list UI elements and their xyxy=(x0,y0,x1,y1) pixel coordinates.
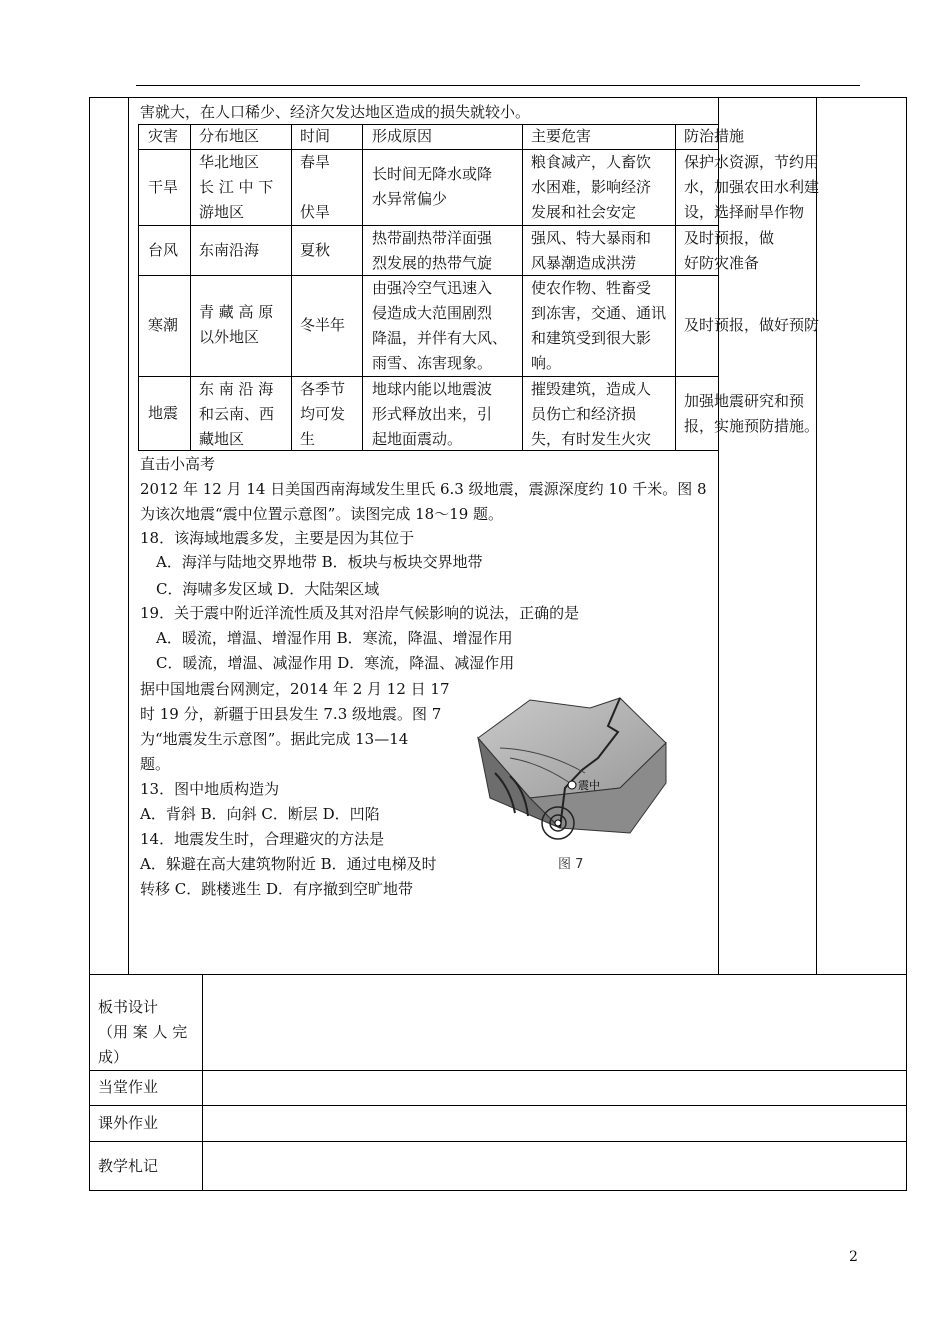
board-design-label-line-2: （用 案 人 完 xyxy=(98,1023,188,1041)
frame-divider xyxy=(89,974,907,975)
row-earthquake-harm-line-1: 摧毁建筑，造成人 xyxy=(531,380,652,398)
row-drought-harm xyxy=(531,150,651,225)
intro-line: 害就大，在人口稀少、经济欠发达地区造成的损失就较小。 xyxy=(140,103,531,121)
passage-2-line-7: 14．地震发生时，合理避灾的方法是 xyxy=(140,830,385,848)
row-earthquake-region-line-3: 藏地区 xyxy=(199,430,245,448)
figure-focus-dot xyxy=(555,820,561,826)
row-earthquake-harm xyxy=(531,377,651,452)
bottom-row-line-1 xyxy=(89,1070,907,1071)
row-earthquake-harm-line-3: 失，有时发生火灾 xyxy=(531,430,652,448)
row-drought-time-line-1: 春旱 xyxy=(300,153,331,171)
row-typhoon-region: 东南沿海 xyxy=(199,241,260,259)
exercise-heading: 直击小高考 xyxy=(140,455,216,473)
bottom-row-line-3 xyxy=(89,1141,907,1142)
row-drought-region-line-1: 华北地区 xyxy=(199,153,260,171)
row-earthquake-harm-line-2: 员伤亡和经济损 xyxy=(531,405,637,423)
row-typhoon-harm xyxy=(531,226,651,276)
passage-2-line-3: 为“地震发生示意图”。据此完成 13—14 xyxy=(140,730,409,748)
class-homework-label: 当堂作业 xyxy=(98,1078,159,1096)
row-typhoon-measure xyxy=(684,226,774,276)
row-drought-harm-line-1: 粮食减产，人畜饮 xyxy=(531,153,652,171)
passage-2-line-8: A．躲避在高大建筑物附近 B．通过电梯及时 xyxy=(140,855,437,873)
row-drought-harm-line-2: 水困难，影响经济 xyxy=(531,178,652,196)
row-typhoon-cause-line-2: 烈发展的热带气旋 xyxy=(372,254,493,272)
row-coldwave-harm-line-1: 使农作物、牲畜受 xyxy=(531,279,652,297)
table-col-line-3 xyxy=(362,124,363,451)
row-drought-region-line-2: 长 江 中 下 xyxy=(199,178,274,196)
board-design-label xyxy=(98,995,187,1070)
question-18-options-1: A．海洋与陆地交界地带 B．板块与板块交界地带 xyxy=(156,553,483,571)
row-drought-cause-line-1: 长时间无降水或降 xyxy=(372,165,493,183)
row-coldwave-cause-line-1: 由强冷空气迅速入 xyxy=(372,279,493,297)
row-earthquake-time-line-1: 各季节 xyxy=(300,380,346,398)
passage-2-line-2: 时 19 分，新疆于田县发生 7.3 级地震。图 7 xyxy=(140,705,442,723)
table-header-disaster: 灾害 xyxy=(148,127,179,145)
earthquake-figure xyxy=(470,688,670,878)
row-typhoon-time: 夏秋 xyxy=(300,241,331,259)
frame-inner-right-2 xyxy=(816,97,817,974)
row-drought-region-line-3: 游地区 xyxy=(199,203,245,221)
row-coldwave-region-line-2: 以外地区 xyxy=(199,328,260,346)
exercise-passage-line-2: 为该次地震“震中位置示意图”。读图完成 18～19 题。 xyxy=(140,505,504,523)
row-earthquake-cause-line-1: 地球内能以地震波 xyxy=(372,380,493,398)
extra-homework-label: 课外作业 xyxy=(98,1114,159,1132)
row-earthquake-region-line-2: 和云南、西 xyxy=(199,405,275,423)
figure-epicenter-dot xyxy=(568,781,576,789)
question-19-options-1: A．暖流，增温、增湿作用 B．寒流，降温、增湿作用 xyxy=(156,629,513,647)
row-earthquake-measure xyxy=(684,389,819,439)
table-col-line-4 xyxy=(522,124,523,451)
row-drought-time xyxy=(300,150,330,225)
row-typhoon-harm-line-2: 风暴潮造成洪涝 xyxy=(531,254,637,272)
row-drought-measure xyxy=(684,150,819,225)
row-typhoon-measure-line-2: 好防灾准备 xyxy=(684,254,760,272)
passage-2-line-9: 转移 C．跳楼逃生 D．有序撤到空旷地带 xyxy=(140,880,414,898)
question-19-options-2: C．暖流，增温、减湿作用 D．寒流，降温、减湿作用 xyxy=(156,654,515,672)
board-design-label-line-3: 成） xyxy=(98,1048,129,1066)
row-coldwave-cause xyxy=(372,276,507,376)
row-coldwave-cause-line-2: 侵造成大范围剧烈 xyxy=(372,304,493,322)
row-earthquake-cause xyxy=(372,377,492,452)
row-drought-time-line-2 xyxy=(300,175,330,200)
header-rule xyxy=(136,85,860,86)
row-earthquake-cause-line-3: 起地面震动。 xyxy=(372,430,463,448)
table-header-harm: 主要危害 xyxy=(531,127,592,145)
table-col-line-0 xyxy=(138,124,139,451)
passage-2-line-1: 据中国地震台网测定，2014 年 2 月 12 日 17 xyxy=(140,680,450,698)
row-coldwave-harm-line-3: 和建筑受到很大影 xyxy=(531,329,652,347)
row-earthquake-time-line-2: 均可发 xyxy=(300,405,346,423)
figure-epicenter-label: 震中 xyxy=(578,779,600,792)
table-header-cause: 形成原因 xyxy=(372,127,433,145)
question-19: 19．关于震中附近洋流性质及其对沿岸气候影响的说法，正确的是 xyxy=(140,604,580,622)
row-drought-measure-line-1: 保护水资源，节约用 xyxy=(684,153,820,171)
row-typhoon-cause-line-1: 热带副热带洋面强 xyxy=(372,229,493,247)
table-col-line-5 xyxy=(675,124,676,451)
row-earthquake-name: 地震 xyxy=(148,404,179,422)
row-coldwave-name: 寒潮 xyxy=(148,316,179,334)
frame-right xyxy=(906,97,907,1191)
row-drought-cause xyxy=(372,162,492,212)
figure-caption: 图 7 xyxy=(558,857,584,872)
row-coldwave-harm-line-4: 响。 xyxy=(531,354,562,372)
passage-2-line-5: 13．图中地质构造为 xyxy=(140,780,280,798)
row-drought-time-line-3: 伏旱 xyxy=(300,203,331,221)
passage-2-line-6: A．背斜 B．向斜 C．断层 D．凹陷 xyxy=(140,805,380,823)
row-earthquake-measure-line-1: 加强地震研究和预 xyxy=(684,392,805,410)
table-col-line-2 xyxy=(291,124,292,451)
table-header-measure: 防治措施 xyxy=(684,127,745,145)
row-earthquake-measure-line-2: 报，实施预防措施。 xyxy=(684,417,820,435)
exercise-passage-2 xyxy=(140,677,450,902)
row-drought-harm-line-3: 发展和社会安定 xyxy=(531,203,637,221)
question-18: 18．该海域地震多发，主要是因为其位于 xyxy=(140,529,415,547)
row-earthquake-cause-line-2: 形式释放出来，引 xyxy=(372,405,493,423)
row-coldwave-measure: 及时预报，做好预防 xyxy=(684,316,820,334)
frame-top xyxy=(89,97,907,98)
table-header-region: 分布地区 xyxy=(199,127,260,145)
row-drought-region xyxy=(199,150,273,225)
table-col-line-1 xyxy=(190,124,191,451)
row-coldwave-harm-line-2: 到冻害，交通、通讯 xyxy=(531,304,667,322)
board-design-label-line-1: 板书设计 xyxy=(98,998,159,1016)
row-drought-measure-line-2: 水，加强农田水利建 xyxy=(684,178,820,196)
bottom-row-line-2 xyxy=(89,1105,907,1106)
row-typhoon-harm-line-1: 强风、特大暴雨和 xyxy=(531,229,652,247)
page-number: 2 xyxy=(849,1249,858,1265)
passage-2-line-4: 题。 xyxy=(140,755,171,773)
row-coldwave-cause-line-3: 降温，并伴有大风、 xyxy=(372,329,508,347)
frame-inner-left xyxy=(128,97,129,974)
row-earthquake-time-line-3: 生 xyxy=(300,430,316,448)
row-coldwave-region xyxy=(199,300,273,350)
row-earthquake-region xyxy=(199,377,274,452)
row-coldwave-time: 冬半年 xyxy=(300,316,346,334)
row-earthquake-region-line-1: 东 南 沿 海 xyxy=(199,380,274,398)
row-coldwave-region-line-1: 青 藏 高 原 xyxy=(199,303,274,321)
table-header-time: 时间 xyxy=(300,127,331,145)
row-drought-cause-line-2: 水异常偏少 xyxy=(372,190,448,208)
question-18-options-2: C．海啸多发区域 D．大陆架区域 xyxy=(156,580,380,598)
row-earthquake-time xyxy=(300,377,345,452)
row-typhoon-cause xyxy=(372,226,492,276)
row-typhoon-measure-line-1: 及时预报，做 xyxy=(684,229,775,247)
row-drought-name: 干旱 xyxy=(148,178,179,196)
frame-bottom xyxy=(89,1190,907,1191)
row-typhoon-name: 台风 xyxy=(148,241,179,259)
exercise-passage-line-1: 2012 年 12 月 14 日美国西南海域发生里氏 6.3 级地震，震源深度约 10 千米。图 8 xyxy=(140,480,707,498)
teaching-notes-label: 教学札记 xyxy=(98,1157,159,1175)
row-coldwave-harm xyxy=(531,276,666,376)
bottom-label-divider xyxy=(202,974,203,1191)
row-coldwave-cause-line-4: 雨雪、冻害现象。 xyxy=(372,354,493,372)
row-drought-measure-line-3: 设，选择耐旱作物 xyxy=(684,203,805,221)
frame-left xyxy=(89,97,90,1191)
